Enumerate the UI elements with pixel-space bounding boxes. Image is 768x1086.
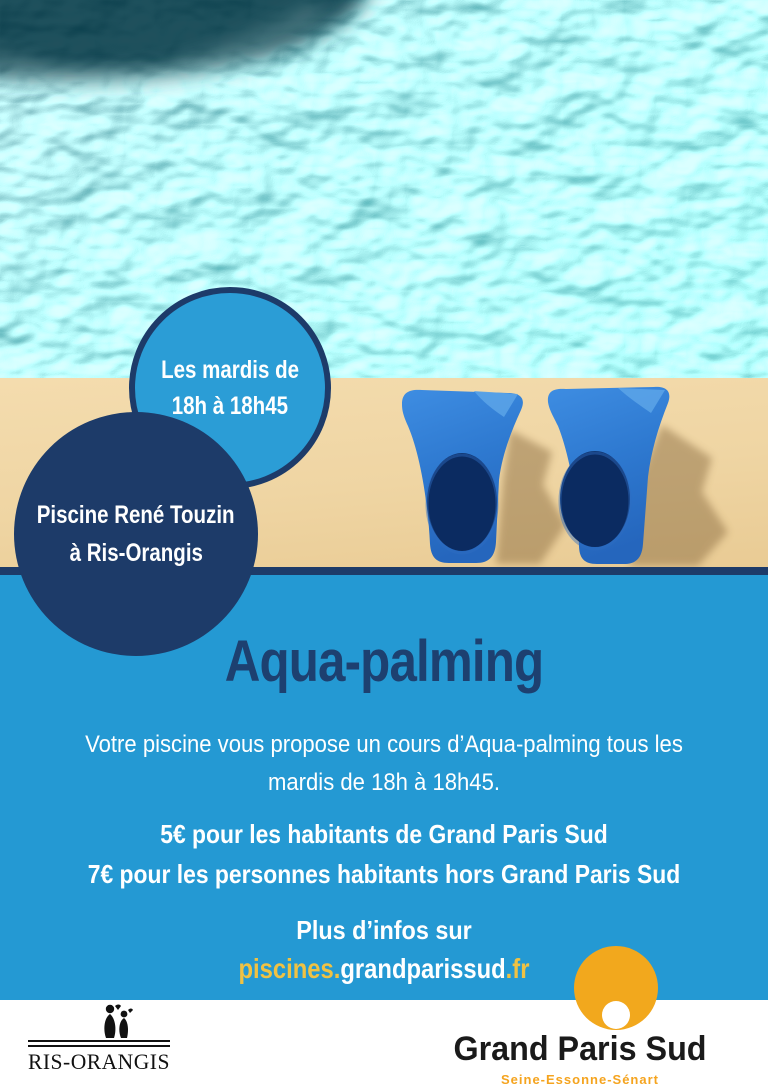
- location-badge: [14, 412, 258, 656]
- logo-rule-bottom: [28, 1045, 170, 1047]
- more-info-label: Plus d’infos sur: [296, 915, 472, 945]
- schedule-line1: Les mardis de: [161, 356, 299, 384]
- intro-text: [31, 726, 738, 802]
- city-logo-name: RIS-ORANGIS: [28, 1049, 170, 1074]
- grand-paris-sud-circle-notch-icon: [602, 1001, 630, 1029]
- gps-logo-subtitle: Seine-Essonne-Sénart: [501, 1072, 659, 1086]
- page-title: Aqua-palming: [224, 629, 544, 694]
- schedule-line2: 18h à 18h45: [171, 392, 289, 420]
- logo-rule-top: [28, 1040, 170, 1042]
- price-non-resident: 7€ pour les personnes habitants hors Grand Paris Sud: [87, 859, 681, 889]
- swim-fins-image: [370, 380, 768, 570]
- price-list: [46, 814, 722, 894]
- website-url-prefix: piscines.: [238, 953, 341, 984]
- gps-logo-name: Grand Paris Sud: [453, 1030, 707, 1068]
- location-line1: Piscine René Touzin: [37, 501, 235, 529]
- price-resident: 5€ pour les habitants de Grand Paris Sud: [160, 819, 608, 849]
- website-url-domain: grandparissud: [340, 953, 506, 984]
- website-url-tld: .fr: [505, 953, 530, 984]
- intro-line-1: Votre piscine vous propose un cours d’Aqua-palming tous les: [85, 731, 683, 758]
- intro-line-2: mardis de 18h à 18h45.: [267, 769, 501, 796]
- grand-paris-sud-logo: [440, 1030, 720, 1086]
- people-silhouettes-icon: [100, 1004, 134, 1040]
- ris-orangis-logo: [28, 1004, 178, 1075]
- location-line2: à Ris-Orangis: [69, 539, 203, 567]
- pool-water-image: [0, 0, 768, 378]
